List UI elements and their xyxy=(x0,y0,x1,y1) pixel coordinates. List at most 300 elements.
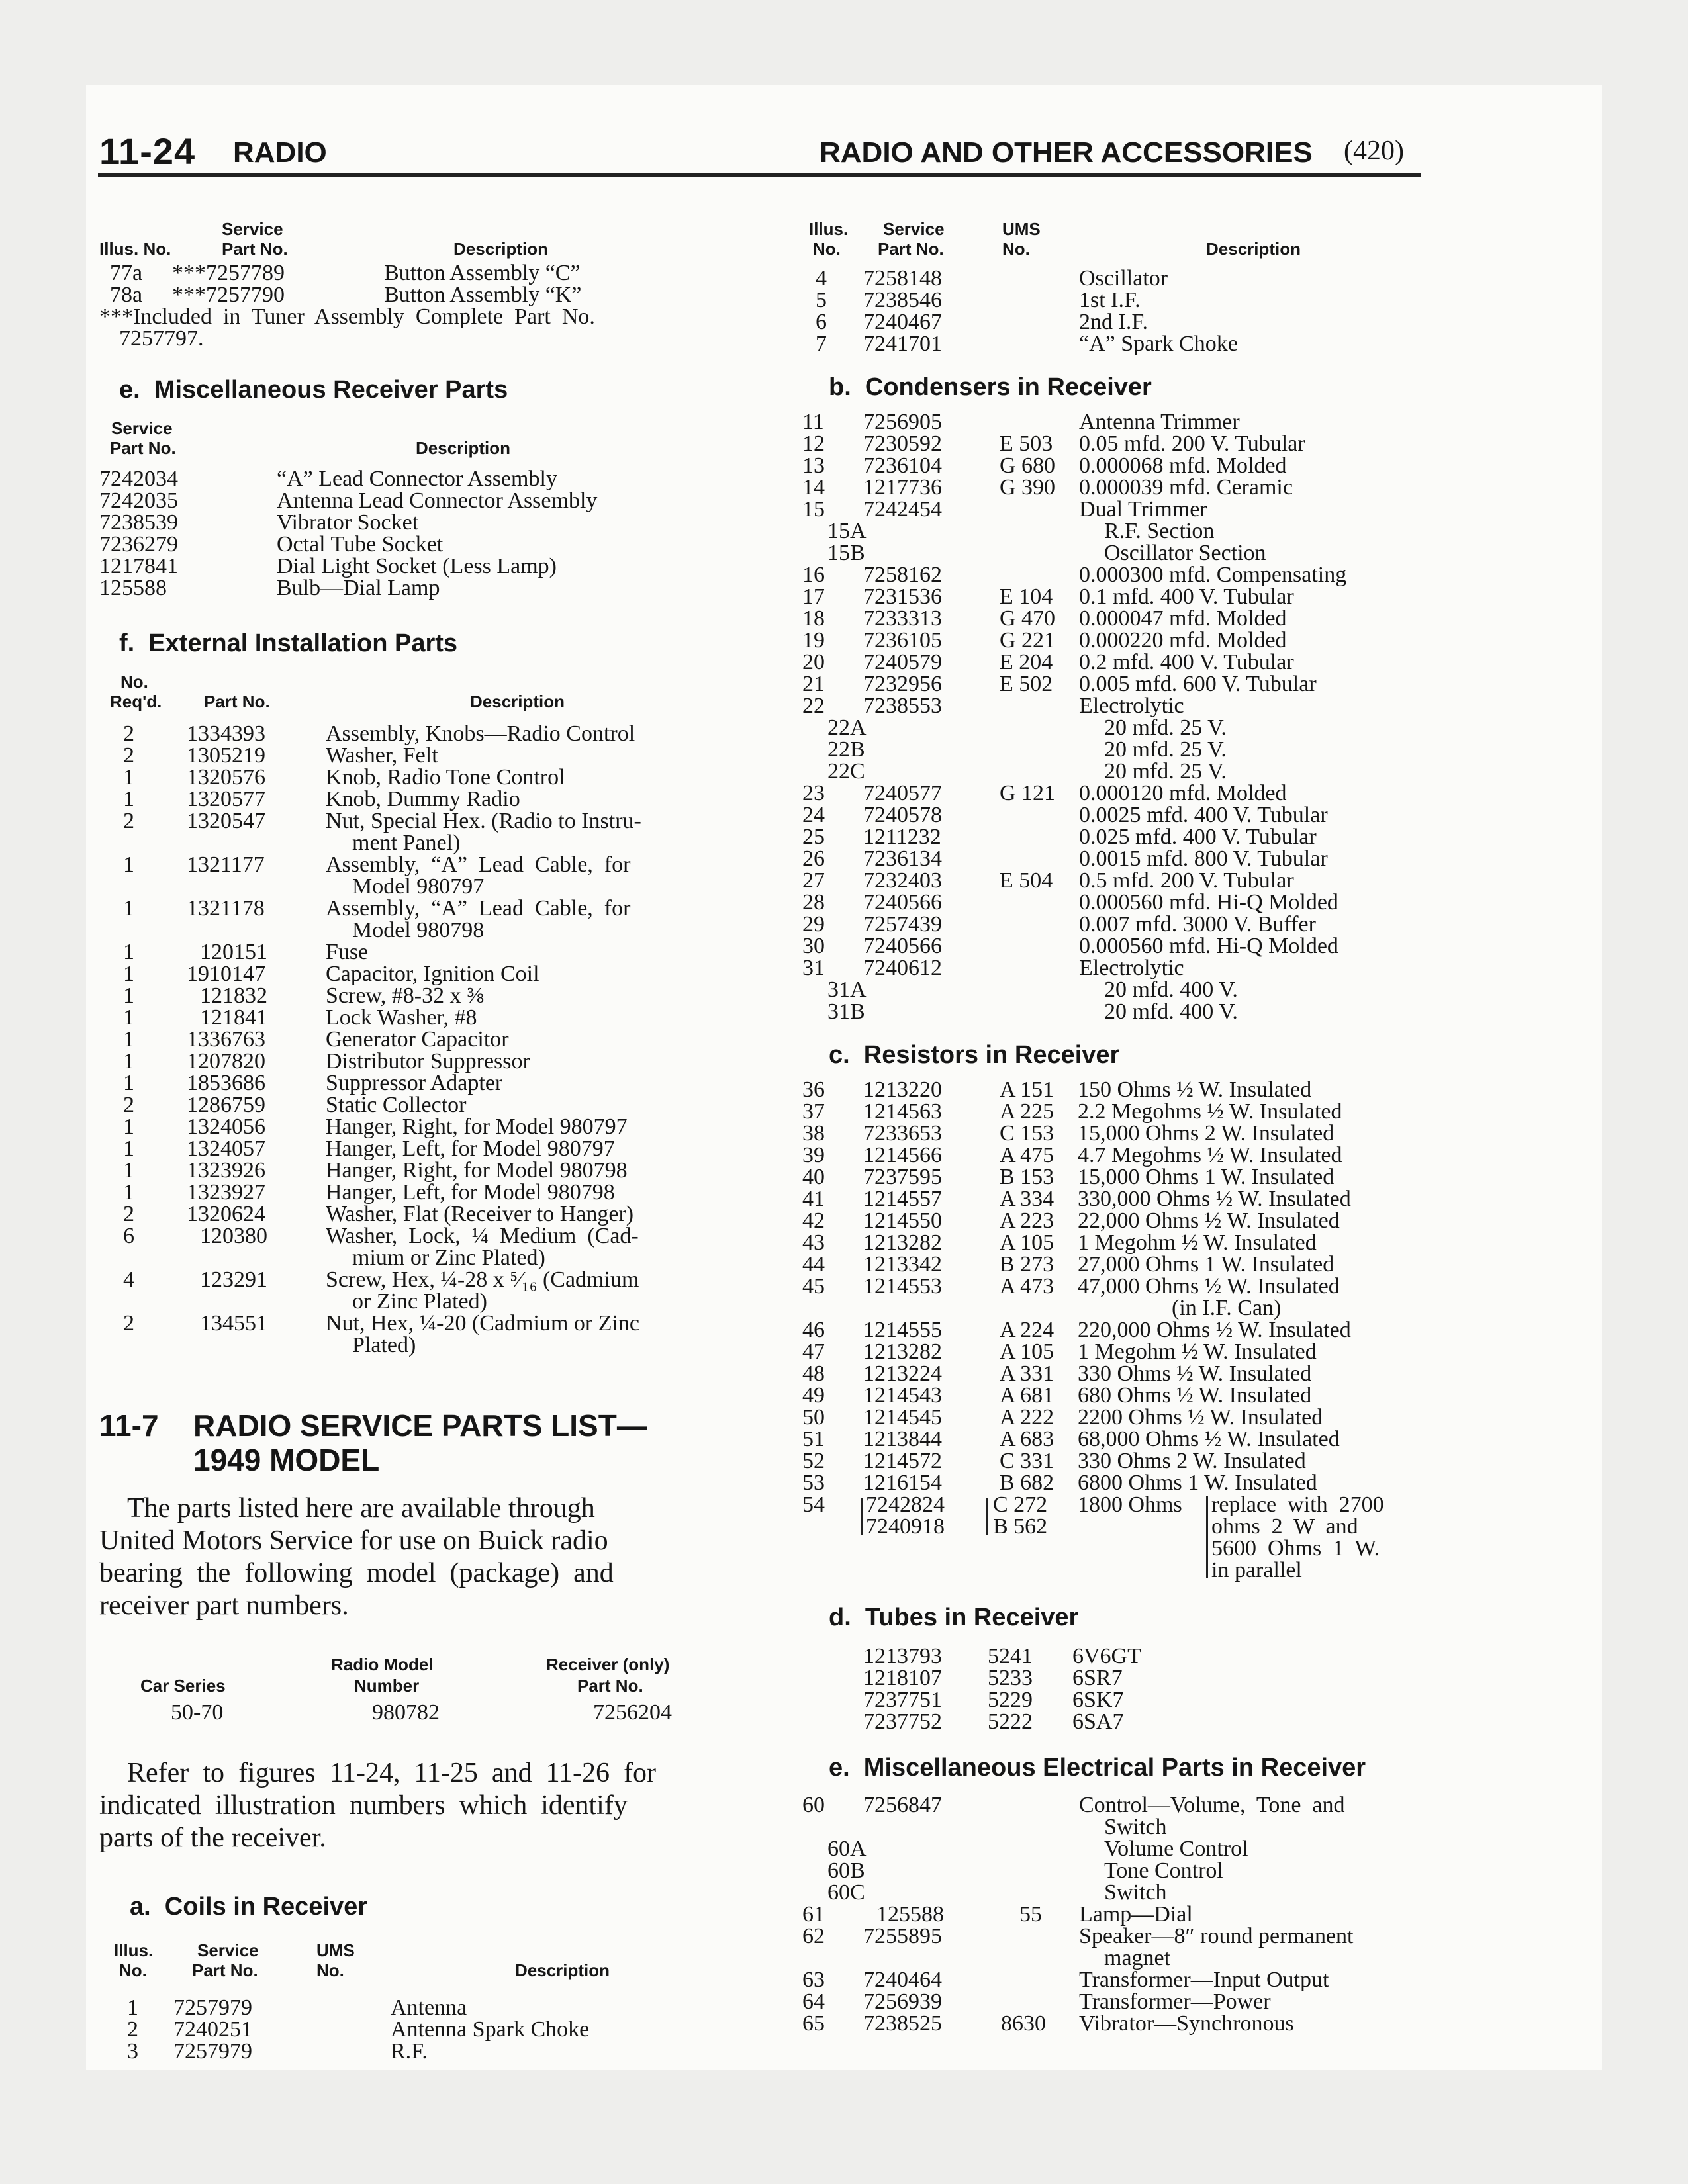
col-header-no: No. xyxy=(813,239,841,259)
col-header-no: No. xyxy=(119,1960,147,1980)
part-no: 1321178 xyxy=(187,896,265,921)
paragraph-line: parts of the receiver. xyxy=(99,1823,326,1853)
illus-no: 60C xyxy=(827,1880,865,1905)
description: 0.0025 mfd. 400 V. Tubular xyxy=(1079,803,1328,827)
part-no: 1320576 xyxy=(187,765,265,790)
illus-no: 22 xyxy=(802,694,825,718)
illus-no: 44 xyxy=(802,1252,825,1277)
part-no: 1214553 xyxy=(863,1274,942,1298)
ums-no: E 502 xyxy=(1000,672,1053,696)
ums-no: 8630 xyxy=(1001,2011,1046,2036)
description: 6800 Ohms 1 W. Insulated xyxy=(1078,1471,1317,1495)
table-row xyxy=(99,262,728,284)
part-no: 7240464 xyxy=(863,1968,942,1992)
part-no: 7240566 xyxy=(863,890,942,915)
part-no: 7242454 xyxy=(863,497,942,522)
illus-no: 16 xyxy=(802,563,825,587)
part-no: 1286759 xyxy=(187,1093,265,1117)
qty-required: 1 xyxy=(123,1049,134,1073)
section-heading-misc-receiver: e. Miscellaneous Receiver Parts xyxy=(119,376,508,404)
table-row xyxy=(99,1225,728,1269)
qty-required: 2 xyxy=(123,721,134,746)
illus-no: 78a xyxy=(110,283,143,307)
radio-model: 980782 xyxy=(372,1700,440,1725)
illus-no: 13 xyxy=(802,453,825,478)
ums-no: C 153 xyxy=(1000,1121,1055,1146)
table-row xyxy=(99,1312,728,1356)
table-row xyxy=(801,870,1430,891)
table-row xyxy=(99,490,728,512)
table-row xyxy=(801,957,1430,979)
receiver-part: 7256204 xyxy=(593,1700,672,1725)
col-header-service: Service xyxy=(883,219,945,239)
part-no: 7237751 xyxy=(863,1688,942,1712)
qty-required: 1 xyxy=(123,787,134,811)
intro-paragraph xyxy=(99,1492,728,1622)
table-row xyxy=(99,1181,728,1203)
description: 0.0015 mfd. 800 V. Tubular xyxy=(1079,846,1328,871)
part-no: 7232403 xyxy=(863,868,942,893)
paragraph-line: bearing the following model (package) and xyxy=(99,1558,614,1588)
illus-no: 30 xyxy=(802,934,825,958)
qty-required: 2 xyxy=(123,1311,134,1336)
qty-required: 1 xyxy=(123,1158,134,1183)
table-row xyxy=(801,1319,1430,1341)
description: 15,000 Ohms 2 W. Insulated xyxy=(1078,1121,1335,1146)
paragraph-line: The parts listed here are available through xyxy=(127,1493,595,1524)
table-row xyxy=(99,577,728,599)
page-section-number: 11-24 xyxy=(99,130,196,172)
section-heading-tubes: d. Tubes in Receiver xyxy=(829,1604,1079,1631)
description: Bulb—Dial Lamp xyxy=(277,576,440,600)
table-row xyxy=(99,1138,728,1160)
table-row xyxy=(801,542,1430,564)
description: 27,000 Ohms 1 W. Insulated xyxy=(1078,1252,1335,1277)
part-no: 7240251 xyxy=(173,2017,252,2042)
ums-no: G 390 xyxy=(1000,475,1056,500)
description: Antenna xyxy=(391,1995,467,2020)
part-no: 7230592 xyxy=(863,432,942,456)
misc-receiver-rows xyxy=(99,468,728,599)
table-row xyxy=(801,1363,1430,1385)
description: Screw, #8-32 x ⅜ xyxy=(326,983,484,1008)
table-row xyxy=(99,2019,728,2040)
table-row xyxy=(801,498,1430,520)
description-cont: Model 980798 xyxy=(352,918,485,942)
table-row xyxy=(99,1203,728,1225)
description: Transformer—Input Output xyxy=(1079,1968,1329,1992)
table-row xyxy=(801,1711,1430,1733)
illus-no: 22B xyxy=(827,737,865,762)
description: 15,000 Ohms 1 W. Insulated xyxy=(1078,1165,1335,1189)
description-cont: (in I.F. Can) xyxy=(1172,1296,1282,1320)
section-11-7-heading xyxy=(99,1408,728,1479)
table-row xyxy=(99,1160,728,1181)
part-no: 134551 xyxy=(200,1311,267,1336)
table-row xyxy=(99,788,728,810)
qty-required: 1 xyxy=(123,852,134,877)
illus-no: 53 xyxy=(802,1471,825,1495)
table-row xyxy=(801,1645,1430,1667)
description: Octal Tube Socket xyxy=(277,532,444,557)
table-row xyxy=(99,468,728,490)
section-title: RADIO xyxy=(233,136,327,169)
illus-no: 42 xyxy=(802,1208,825,1233)
part-no: 7232956 xyxy=(863,672,942,696)
table-row xyxy=(801,1232,1430,1253)
ums-no: A 151 xyxy=(1000,1077,1055,1102)
ums-no: A 331 xyxy=(1000,1361,1055,1386)
description: 1 Megohm ½ W. Insulated xyxy=(1078,1340,1317,1364)
description: 2nd I.F. xyxy=(1079,310,1149,334)
description: Washer, Lock, ¼ Medium (Cad- xyxy=(326,1224,639,1248)
description-cont: Switch xyxy=(1104,1815,1167,1839)
resistor-54-row xyxy=(801,1494,1430,1584)
col-header-receiver: Receiver (only) xyxy=(546,1655,670,1674)
table-row xyxy=(801,1450,1430,1472)
description: R.F. xyxy=(391,2039,428,2064)
table-row xyxy=(99,1269,728,1312)
table-row xyxy=(801,289,1430,311)
description: Assembly, “A” Lead Cable, for xyxy=(326,896,631,921)
description: Vibrator Socket xyxy=(277,510,419,535)
description: “A” Spark Choke xyxy=(1079,332,1238,356)
illus-no: 20 xyxy=(802,650,825,674)
illus-no: 31A xyxy=(827,978,867,1002)
col-header-part: Part No. xyxy=(204,692,270,711)
ums-no: 5241 xyxy=(988,1644,1033,1668)
coils-cont-header xyxy=(801,218,1430,259)
left-column xyxy=(99,218,728,2062)
ums-no: G 470 xyxy=(1000,606,1056,631)
table-row xyxy=(801,433,1430,455)
ums-no: A 223 xyxy=(1000,1208,1055,1233)
part-no: 120380 xyxy=(200,1224,267,1248)
external-header xyxy=(99,671,728,712)
table-row xyxy=(99,745,728,766)
illus-no: 60B xyxy=(827,1858,865,1883)
table-row xyxy=(801,1667,1430,1689)
part-no: 1213844 xyxy=(863,1427,942,1451)
description: Control—Volume, Tone and xyxy=(1079,1793,1345,1817)
table-row xyxy=(801,1860,1430,1882)
ums-no: B 273 xyxy=(1000,1252,1055,1277)
section-number: 11-7 xyxy=(99,1408,159,1443)
description: 330,000 Ohms ½ W. Insulated xyxy=(1078,1187,1351,1211)
part-no: 1305219 xyxy=(187,743,265,768)
illus-no: 40 xyxy=(802,1165,825,1189)
illus-no: 24 xyxy=(802,803,825,827)
description: Fuse xyxy=(326,940,369,964)
col-header-description: Description xyxy=(416,438,511,458)
ums-no: G 121 xyxy=(1000,781,1056,805)
description: Volume Control xyxy=(1104,1837,1248,1861)
description: 0.000560 mfd. Hi-Q Molded xyxy=(1079,890,1338,915)
description: Hanger, Left, for Model 980797 xyxy=(326,1136,615,1161)
illus-no: 7 xyxy=(816,332,827,356)
external-rows xyxy=(99,723,728,1356)
part-no: 120151 xyxy=(200,940,267,964)
table-row xyxy=(801,311,1430,333)
description: 680 Ohms ½ W. Insulated xyxy=(1078,1383,1312,1408)
qty-required: 1 xyxy=(123,1005,134,1030)
illus-no: 2 xyxy=(127,2017,138,2042)
col-header-part: Part No. xyxy=(192,1960,258,1980)
table-row xyxy=(801,1275,1430,1319)
part-no: 7237752 xyxy=(863,1709,942,1734)
description: Button Assembly “C” xyxy=(384,261,581,285)
table-row xyxy=(801,564,1430,586)
qty-required: 2 xyxy=(123,1093,134,1117)
description: Knob, Radio Tone Control xyxy=(326,765,565,790)
ums-no: A 105 xyxy=(1000,1230,1055,1255)
description: R.F. Section xyxy=(1104,519,1215,543)
part-no: 7240579 xyxy=(863,650,942,674)
ums-no: A 475 xyxy=(1000,1143,1055,1167)
col-header-service: Service xyxy=(111,418,173,438)
table-row xyxy=(801,1101,1430,1122)
col-header-description: Description xyxy=(470,692,565,711)
qty-required: 2 xyxy=(123,743,134,768)
description-cont: mium or Zinc Plated) xyxy=(352,1246,545,1270)
chapter-title: RADIO AND OTHER ACCESSORIES xyxy=(820,136,1313,169)
section-title-line2: 1949 MODEL xyxy=(193,1443,380,1477)
col-header-ums-no: No. xyxy=(1002,239,1030,259)
qty-required: 1 xyxy=(123,765,134,790)
col-header-service: Service xyxy=(197,1940,259,1960)
qty-required: 1 xyxy=(123,962,134,986)
table-row xyxy=(99,1997,728,2019)
description: 0.025 mfd. 400 V. Tubular xyxy=(1079,825,1317,849)
description: Washer, Flat (Receiver to Hanger) xyxy=(326,1202,634,1226)
col-header-part: Part No. xyxy=(110,438,176,458)
condensers-rows xyxy=(801,411,1430,1023)
col-header-req: Req'd. xyxy=(110,692,162,711)
replacement-note xyxy=(1211,1494,1433,1581)
description: Transformer—Power xyxy=(1079,1989,1271,2014)
table-row xyxy=(801,913,1430,935)
table-row xyxy=(801,608,1430,629)
illus-no: 5 xyxy=(816,288,827,312)
description: Distributor Suppressor xyxy=(326,1049,530,1073)
part-no: 125588 xyxy=(99,576,167,600)
part-no: 7231536 xyxy=(863,584,942,609)
description: Washer, Felt xyxy=(326,743,438,768)
part-no: 123291 xyxy=(200,1267,267,1292)
illus-no: 23 xyxy=(802,781,825,805)
section-heading-misc-electrical: e. Miscellaneous Electrical Parts in Receiver xyxy=(829,1754,1366,1782)
qty-required: 1 xyxy=(123,896,134,921)
table-row xyxy=(99,810,728,854)
ums-no: A 222 xyxy=(1000,1405,1055,1430)
illus-no: 51 xyxy=(802,1427,825,1451)
ums-no: E 504 xyxy=(1000,868,1053,893)
illus-no: 22A xyxy=(827,715,867,740)
col-header-illus: Illus. No. xyxy=(99,239,171,259)
illus-no: 47 xyxy=(802,1340,825,1364)
table-row xyxy=(801,1925,1430,1969)
description: 0.005 mfd. 600 V. Tubular xyxy=(1079,672,1317,696)
description: 0.000039 mfd. Ceramic xyxy=(1079,475,1293,500)
description: Screw, Hex, ¼-28 x ⁵⁄₁₆ (Cadmium xyxy=(326,1267,639,1292)
table-row xyxy=(801,586,1430,608)
ums-no: 55 xyxy=(1019,1902,1042,1927)
ums-no: 5233 xyxy=(988,1666,1033,1690)
description: 0.000560 mfd. Hi-Q Molded xyxy=(1079,934,1338,958)
part-no: 1214550 xyxy=(863,1208,942,1233)
description: 330 Ohms ½ W. Insulated xyxy=(1078,1361,1312,1386)
description: 68,000 Ohms ½ W. Insulated xyxy=(1078,1427,1340,1451)
description: Lock Washer, #8 xyxy=(326,1005,477,1030)
table-row xyxy=(801,979,1430,1001)
description: Knob, Dummy Radio xyxy=(326,787,520,811)
illus-no: 45 xyxy=(802,1274,825,1298)
illus-no: 22C xyxy=(827,759,865,784)
table-row xyxy=(801,1882,1430,1903)
col-header-car-series: Car Series xyxy=(140,1676,226,1696)
col-header-part: Part No. xyxy=(222,239,288,259)
table-row xyxy=(801,935,1430,957)
part-no: 1214555 xyxy=(863,1318,942,1342)
description: 6SA7 xyxy=(1072,1709,1124,1734)
ums-no: G 221 xyxy=(1000,628,1056,653)
description: Suppressor Adapter xyxy=(326,1071,503,1095)
table-row xyxy=(801,673,1430,695)
qty-required: 2 xyxy=(123,1202,134,1226)
description-cont: Model 980797 xyxy=(352,874,485,899)
illus-no: 27 xyxy=(802,868,825,893)
description: Dial Light Socket (Less Lamp) xyxy=(277,554,557,578)
part-no: ***7257789 xyxy=(172,261,285,285)
description: Hanger, Right, for Model 980797 xyxy=(326,1115,628,1139)
description: 20 mfd. 25 V. xyxy=(1104,759,1227,784)
col-header-description: Description xyxy=(1206,239,1301,259)
qty-required: 1 xyxy=(123,1136,134,1161)
qty-required: 1 xyxy=(123,1115,134,1139)
qty-required: 1 xyxy=(123,1071,134,1095)
table-row xyxy=(801,739,1430,760)
ums-no: A 681 xyxy=(1000,1383,1055,1408)
table-row xyxy=(801,760,1430,782)
part-no: 1320624 xyxy=(187,1202,265,1226)
col-header-ums: UMS xyxy=(316,1940,355,1960)
description: Hanger, Left, for Model 980798 xyxy=(326,1180,615,1205)
description: 0.000120 mfd. Molded xyxy=(1079,781,1287,805)
coils-header xyxy=(99,1940,728,1982)
table-row xyxy=(801,520,1430,542)
table-row xyxy=(99,723,728,745)
section-heading-external: f. External Installation Parts xyxy=(119,629,458,657)
description: 0.000068 mfd. Molded xyxy=(1079,453,1287,478)
table-row xyxy=(801,651,1430,673)
ums-no: A 225 xyxy=(1000,1099,1055,1124)
part-no: 7255895 xyxy=(863,1924,942,1948)
illus-no: 49 xyxy=(802,1383,825,1408)
description: Electrolytic xyxy=(1079,956,1184,980)
part-no: 7236134 xyxy=(863,846,942,871)
description-cont: Plated) xyxy=(352,1333,416,1357)
qty-required: 2 xyxy=(123,809,134,833)
illus-no: 65 xyxy=(802,2011,825,2036)
description-cont: ment Panel) xyxy=(352,831,461,855)
table-row xyxy=(801,782,1430,804)
illus-no: 18 xyxy=(802,606,825,631)
part-no: 1214543 xyxy=(863,1383,942,1408)
part-no: 1323927 xyxy=(187,1180,265,1205)
table-row xyxy=(801,1210,1430,1232)
illus-no: 19 xyxy=(802,628,825,653)
illus-no: 61 xyxy=(802,1902,825,1927)
part-no: 7240467 xyxy=(863,310,942,334)
description: 0.1 mfd. 400 V. Tubular xyxy=(1079,584,1294,609)
part-no: 7258162 xyxy=(863,563,942,587)
ums-no: C 331 xyxy=(1000,1449,1055,1473)
model-table-header xyxy=(99,1654,728,1696)
ums-no: A 224 xyxy=(1000,1318,1055,1342)
description: Dual Trimmer xyxy=(1079,497,1207,522)
paragraph-line: receiver part numbers. xyxy=(99,1590,349,1621)
description: Button Assembly “K” xyxy=(384,283,582,307)
ums-no: E 104 xyxy=(1000,584,1053,609)
illus-no: 15A xyxy=(827,519,867,543)
col-header-part: Part No. xyxy=(878,239,944,259)
table-row xyxy=(801,1969,1430,1991)
illus-no: 21 xyxy=(802,672,825,696)
description: 2.2 Megohms ½ W. Insulated xyxy=(1078,1099,1342,1124)
part-no: 1213793 xyxy=(863,1644,942,1668)
table-row xyxy=(801,1472,1430,1494)
paragraph-line: United Motors Service for use on Buick radio xyxy=(99,1525,608,1556)
description: 6SR7 xyxy=(1072,1666,1123,1690)
table-row xyxy=(801,629,1430,651)
table-row xyxy=(801,1385,1430,1406)
description: Antenna Lead Connector Assembly xyxy=(277,488,598,513)
part-no: 7240578 xyxy=(863,803,942,827)
part-no: 7258148 xyxy=(863,266,942,291)
table-row xyxy=(99,1072,728,1094)
col-header-ums: UMS xyxy=(1002,219,1041,239)
description: Vibrator—Synchronous xyxy=(1079,2011,1294,2036)
note-line: ohms 2 W and xyxy=(1211,1514,1358,1539)
description: Speaker—8″ round permanent xyxy=(1079,1924,1354,1948)
part-no: 1218107 xyxy=(863,1666,942,1690)
part-no: 1323926 xyxy=(187,1158,265,1183)
description: Hanger, Right, for Model 980798 xyxy=(326,1158,628,1183)
qty-required: 6 xyxy=(123,1224,134,1248)
part-no: 1321177 xyxy=(187,852,265,877)
illus-no: 3 xyxy=(127,2039,138,2064)
illus-no: 4 xyxy=(816,266,827,291)
description: 0.2 mfd. 400 V. Tubular xyxy=(1079,650,1294,674)
description: 150 Ohms ½ W. Insulated xyxy=(1078,1077,1312,1102)
col-header-ums-no: No. xyxy=(316,1960,344,1980)
note-line: 5600 Ohms 1 W. xyxy=(1211,1536,1380,1561)
table-row xyxy=(801,1991,1430,2013)
description: “A” Lead Connector Assembly xyxy=(277,467,557,491)
ums-no: 5229 xyxy=(988,1688,1033,1712)
description-cont: or Zinc Plated) xyxy=(352,1289,487,1314)
illus-no: 37 xyxy=(802,1099,825,1124)
ums-no-2: B 562 xyxy=(993,1514,1048,1539)
note-line: replace with 2700 xyxy=(1211,1492,1384,1517)
col-header-service: Service xyxy=(222,219,283,239)
description: 0.007 mfd. 3000 V. Buffer xyxy=(1079,912,1316,936)
table-row xyxy=(801,717,1430,739)
illus-no: 52 xyxy=(802,1449,825,1473)
resistors-rows xyxy=(801,1079,1430,1494)
section-title-line1: RADIO SERVICE PARTS LIST— xyxy=(193,1408,647,1443)
description: Oscillator xyxy=(1079,266,1168,291)
